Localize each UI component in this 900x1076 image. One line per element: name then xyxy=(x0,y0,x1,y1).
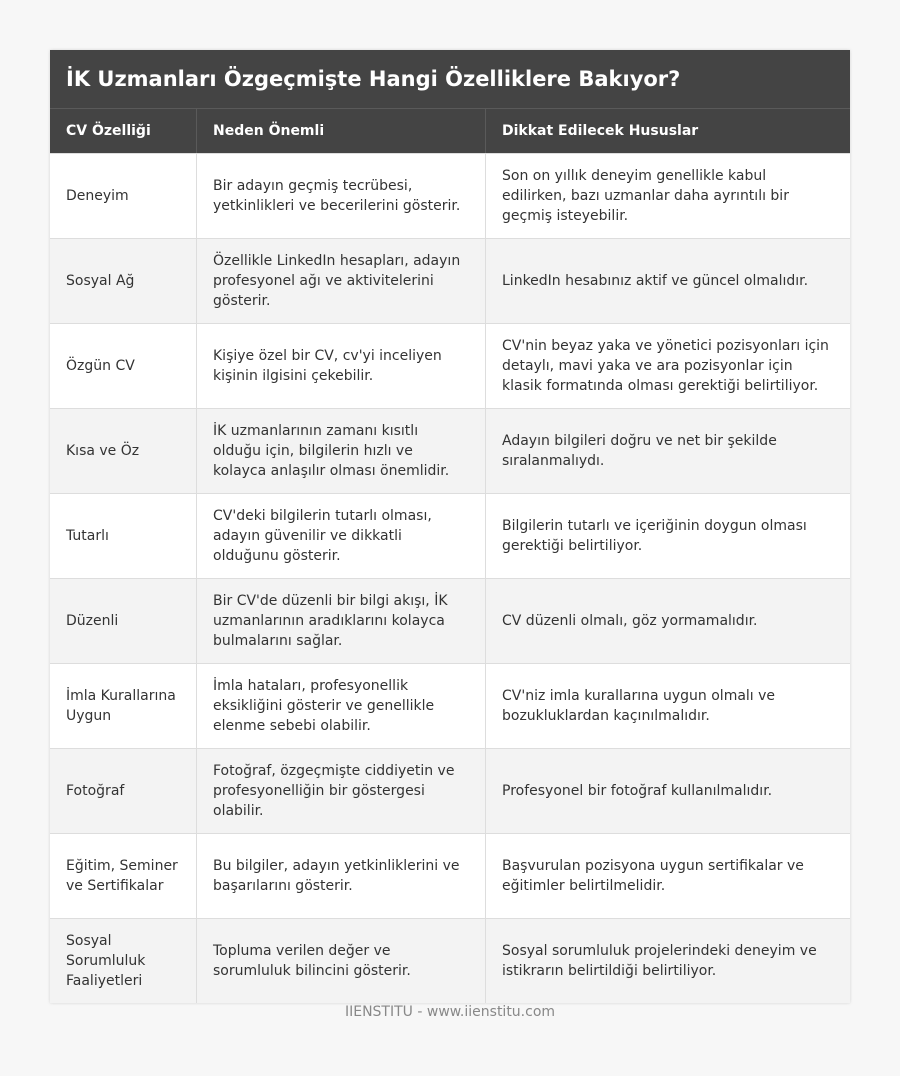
cell-feature xyxy=(50,494,197,578)
table-row xyxy=(50,663,850,748)
cell-text: Adayın bilgileri doğru ve net bir şekilde sıralanmalıydı. xyxy=(502,433,777,469)
table-row xyxy=(50,748,850,833)
cell-feature xyxy=(50,239,197,323)
cell-text: İK uzmanlarının zamanı kısıtlı olduğu için, bilgilerin hızlı ve kolayca anlaşılır olması önemlidir. xyxy=(213,423,450,479)
cell-text: İmla hataları, profesyonellik eksikliğini gösterir ve genellikle elenme sebebi olabilir. xyxy=(213,678,435,734)
cell-reason xyxy=(197,749,486,833)
cell-text: Kişiye özel bir CV, cv'yi inceliyen kişinin ilgisini çekebilir. xyxy=(213,348,442,384)
cell-text: Eğitim, Seminer ve Sertifikalar xyxy=(66,858,178,894)
cell-reason xyxy=(197,834,486,918)
table-row xyxy=(50,918,850,1003)
cell-text: CV'nin beyaz yaka ve yönetici pozisyonları için detaylı, mavi yaka ve ara pozisyonlar için klasik formatında olması gerektiği belirtiliyor. xyxy=(502,338,829,394)
cell-feature xyxy=(50,409,197,493)
cell-text: Sosyal Sorumluluk Faaliyetleri xyxy=(66,933,146,989)
cell-note xyxy=(486,409,850,493)
cell-text: LinkedIn hesabınız aktif ve güncel olmalıdır. xyxy=(502,273,809,289)
cell-text: Bu bilgiler, adayın yetkinliklerini ve başarılarını gösterir. xyxy=(213,858,460,894)
cell-note xyxy=(486,494,850,578)
cell-text: Tutarlı xyxy=(66,528,109,544)
cell-text: Sosyal Ağ xyxy=(66,273,135,289)
footer-credit: IIENSTITU - www.iienstitu.com xyxy=(344,1004,556,1020)
cell-text: Sosyal sorumluluk projelerindeki deneyim ve istikrarın belirtildiği belirtiliyor. xyxy=(502,943,817,979)
cell-note xyxy=(486,579,850,663)
column-header-considerations: Dikkat Edilecek Hususlar xyxy=(502,123,699,139)
cell-reason xyxy=(197,154,486,238)
column-header-why-important: Neden Önemli xyxy=(197,109,486,153)
cell-text: Düzenli xyxy=(66,613,119,629)
cell-reason xyxy=(197,664,486,748)
cell-feature xyxy=(50,834,197,918)
cell-reason xyxy=(197,579,486,663)
cell-text: Özgün CV xyxy=(66,358,135,374)
cell-text: Son on yıllık deneyim genellikle kabul edilirken, bazı uzmanlar daha ayrıntılı bir geçmiş isteyebilir. xyxy=(502,168,789,224)
cell-note xyxy=(486,919,850,1003)
table-title: İK Uzmanları Özgeçmişte Hangi Özelliklere Bakıyor? xyxy=(50,50,850,108)
cell-text: İmla Kurallarına Uygun xyxy=(66,688,176,724)
cell-text: CV düzenli olmalı, göz yormamalıdır. xyxy=(502,613,758,629)
cell-feature xyxy=(50,664,197,748)
cell-text: Fotoğraf, özgeçmişte ciddiyetin ve profesyonelliğin bir göstergesi olabilir. xyxy=(213,763,455,819)
cell-reason xyxy=(197,239,486,323)
cell-feature xyxy=(50,749,197,833)
cell-reason xyxy=(197,919,486,1003)
table-row xyxy=(50,153,850,238)
cell-feature xyxy=(50,154,197,238)
cell-text: Bir CV'de düzenli bir bilgi akışı, İK uzmanlarının aradıklarını kolayca bulmalarını sağlar. xyxy=(213,593,448,649)
cell-text: Bir adayın geçmiş tecrübesi, yetkinlikleri ve becerilerini gösterir. xyxy=(213,178,461,214)
cell-note xyxy=(486,749,850,833)
cell-text: Bilgilerin tutarlı ve içeriğinin doygun olması gerektiği belirtiliyor. xyxy=(502,518,807,554)
cell-feature xyxy=(50,919,197,1003)
cell-text: Fotoğraf xyxy=(66,783,125,799)
cell-note xyxy=(486,664,850,748)
cell-note xyxy=(486,324,850,408)
cell-note xyxy=(486,834,850,918)
table-row xyxy=(50,323,850,408)
cell-reason xyxy=(197,409,486,493)
table-row xyxy=(50,578,850,663)
table-row xyxy=(50,238,850,323)
cell-text: CV'deki bilgilerin tutarlı olması, adayın güvenilir ve dikkatli olduğunu gösterir. xyxy=(213,508,432,564)
cell-text: Başvurulan pozisyona uygun sertifikalar ve eğitimler belirtilmelidir. xyxy=(502,858,804,894)
table-card xyxy=(50,50,850,1003)
column-header-feature: CV Özelliği xyxy=(50,109,197,153)
table-row xyxy=(50,493,850,578)
cell-feature xyxy=(50,579,197,663)
cell-text: Deneyim xyxy=(66,188,129,204)
cell-text: Kısa ve Öz xyxy=(66,443,140,459)
cell-text: Özellikle LinkedIn hesapları, adayın profesyonel ağı ve aktivitelerini gösterir. xyxy=(213,253,461,309)
cell-note xyxy=(486,239,850,323)
cell-text: Profesyonel bir fotoğraf kullanılmalıdır. xyxy=(502,783,773,799)
cell-text: Topluma verilen değer ve sorumluluk bilincini gösterir. xyxy=(213,943,411,979)
table-row xyxy=(50,833,850,918)
cell-text: CV'niz imla kurallarına uygun olmalı ve bozukluklardan kaçınılmalıdır. xyxy=(502,688,776,724)
cell-feature xyxy=(50,324,197,408)
table-row xyxy=(50,408,850,493)
table-header-row xyxy=(50,108,850,153)
cell-note xyxy=(486,154,850,238)
cell-reason xyxy=(197,494,486,578)
cell-reason xyxy=(197,324,486,408)
